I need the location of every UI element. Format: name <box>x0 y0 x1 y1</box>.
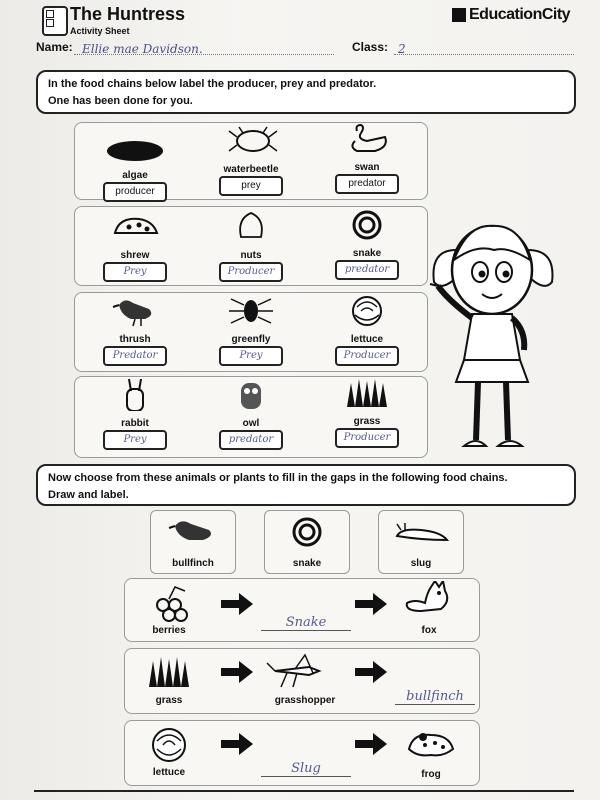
brand-logo <box>452 6 570 24</box>
label-box[interactable]: prey <box>219 176 283 196</box>
choice-card-bullfinch[interactable] <box>150 510 236 574</box>
grass-icon <box>337 377 397 409</box>
choice-card-snake[interactable] <box>264 510 350 574</box>
label-box[interactable]: predator <box>335 260 399 280</box>
fill-chain-1 <box>124 578 480 642</box>
frog-icon <box>403 725 459 765</box>
chain-item <box>317 123 417 194</box>
label-box[interactable]: producer <box>103 182 167 202</box>
chain-middle-name: grasshopper <box>274 695 336 706</box>
instructions-part2-line1: Now choose from these animals or plants to fill in the gaps in the following food chains. <box>48 472 508 484</box>
shrew-icon <box>105 211 165 243</box>
sheet-title: The Huntress <box>70 4 186 24</box>
fox-icon <box>401 581 457 621</box>
chain-last-name: fox <box>421 625 437 636</box>
huntress-girl-illustration <box>428 210 558 460</box>
item-name: grass <box>353 416 381 427</box>
class-label: Class: <box>352 40 389 54</box>
item-name: waterbeetle <box>223 164 279 175</box>
name-value: Ellie mae Davidson. <box>82 42 203 56</box>
lettuce-icon <box>149 725 189 765</box>
name-field[interactable] <box>74 40 334 55</box>
item-name: swan <box>354 162 380 173</box>
chain-item <box>317 295 417 366</box>
food-chain-row-4 <box>74 376 428 458</box>
berries-icon <box>145 583 195 623</box>
item-name: rabbit <box>121 418 149 429</box>
choice-card-slug[interactable] <box>378 510 464 574</box>
arrow-right-icon <box>355 733 387 755</box>
chain-first-name: grass <box>155 695 183 706</box>
grasshopper-icon <box>265 653 325 689</box>
rabbit-icon <box>105 379 165 411</box>
snake-icon <box>277 514 337 550</box>
class-value: 2 <box>398 42 406 56</box>
owl-icon <box>221 379 281 411</box>
arrow-right-icon <box>221 661 253 683</box>
chain-first-name: lettuce <box>152 767 186 778</box>
chain-first-name: berries <box>152 625 186 636</box>
choice-name: bullfinch <box>172 558 214 569</box>
chain-item <box>317 377 417 448</box>
item-name: shrew <box>120 250 150 261</box>
swan-icon <box>337 123 397 155</box>
food-chain-row-1 <box>74 122 428 200</box>
thrush-icon <box>105 295 165 327</box>
chain-item <box>201 379 301 450</box>
chain-item <box>85 131 185 202</box>
arrow-right-icon <box>221 733 253 755</box>
item-name: greenfly <box>231 334 271 345</box>
food-chain-row-3 <box>74 292 428 372</box>
label-box[interactable]: Producer <box>335 346 399 366</box>
chain-middle-answer[interactable]: Slug <box>261 761 351 777</box>
class-field[interactable] <box>394 40 574 55</box>
sheet-subtitle: Activity Sheet <box>70 26 130 36</box>
label-box[interactable]: Prey <box>103 262 167 282</box>
chain-last-answer[interactable]: bullfinch <box>395 689 475 705</box>
grass-icon <box>145 653 195 689</box>
snake-icon <box>337 209 397 241</box>
slug-icon <box>391 514 451 550</box>
fill-chain-3 <box>124 720 480 786</box>
waterbeetle-icon <box>221 125 281 157</box>
chain-item <box>201 211 301 282</box>
item-name: snake <box>352 248 382 259</box>
item-name: algae <box>122 170 148 181</box>
label-box[interactable]: predator <box>335 174 399 194</box>
item-name: nuts <box>240 250 262 261</box>
choice-name: slug <box>410 558 432 569</box>
nuts-icon <box>221 211 281 243</box>
bullfinch-icon <box>163 514 223 550</box>
chain-item <box>85 211 185 282</box>
instructions-part2 <box>36 464 576 506</box>
arrow-right-icon <box>355 661 387 683</box>
instructions-part1 <box>36 70 576 114</box>
food-chain-row-2 <box>74 206 428 286</box>
chain-item <box>85 379 185 450</box>
chain-item <box>317 209 417 280</box>
brand-mark-icon <box>452 8 466 22</box>
chain-middle-answer[interactable]: Snake <box>261 615 351 631</box>
label-box[interactable]: Prey <box>103 430 167 450</box>
label-box[interactable]: Predator <box>103 346 167 366</box>
choice-name: snake <box>292 558 322 569</box>
arrow-right-icon <box>355 593 387 615</box>
label-box[interactable]: Producer <box>219 262 283 282</box>
name-label: Name: <box>36 40 73 54</box>
brand-name: EducationCity <box>469 6 571 23</box>
label-box[interactable]: predator <box>219 430 283 450</box>
item-name: owl <box>242 418 260 429</box>
arrow-right-icon <box>221 593 253 615</box>
instructions-part2-line2: Draw and label. <box>48 489 129 501</box>
item-name: thrush <box>119 334 151 345</box>
instructions-part1-line2: One has been done for you. <box>48 95 193 107</box>
fill-chain-2 <box>124 648 480 714</box>
chain-item <box>85 295 185 366</box>
algae-icon <box>105 131 165 163</box>
footer-divider <box>34 790 574 792</box>
instructions-part1-line1: In the food chains below label the producer, prey and predator. <box>48 78 377 90</box>
greenfly-icon <box>221 295 281 327</box>
label-box[interactable]: Producer <box>335 428 399 448</box>
chain-item <box>201 295 301 366</box>
chain-last-name: frog <box>421 769 441 780</box>
item-name: lettuce <box>350 334 384 345</box>
chain-item <box>201 125 301 196</box>
label-box[interactable]: Prey <box>219 346 283 366</box>
sheet-logo-icon <box>42 6 68 36</box>
lettuce-icon <box>337 295 397 327</box>
